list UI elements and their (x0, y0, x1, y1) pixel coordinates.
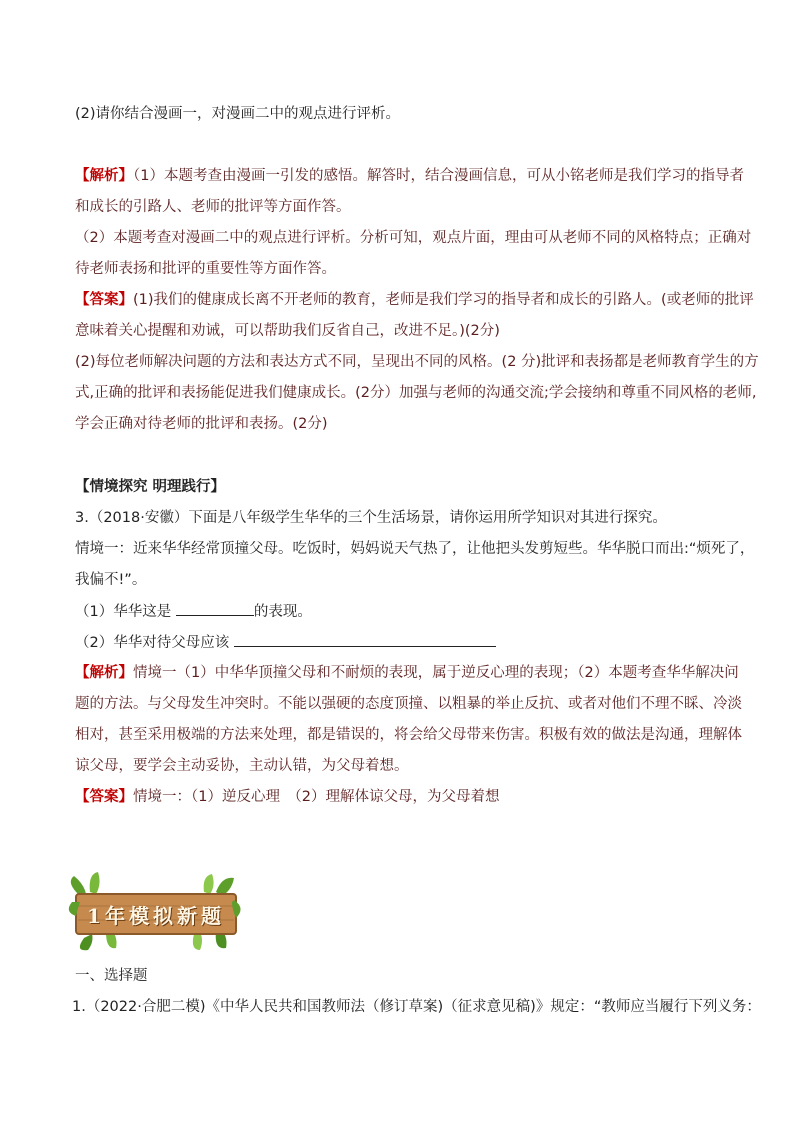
answer-1-line-3: (2)每位老师解决问题的方法和表达方式不同，呈现出不同的风格。(2 分)批评和表扬都是老师教育学生的方 (75, 354, 759, 370)
answer-1-line-5: 学会正确对待老师的批评和表扬。(2分) (75, 416, 328, 432)
question-3-intro: 3.（2018·安徽）下面是八年级学生华华的三个生活场景，请你运用所学知识对其进行探究。 (75, 510, 667, 526)
sub-question-1: （1）华华这是 的表现。 (75, 601, 312, 622)
answer-1-line-4: 式,正确的批评和表扬能促进我们健康成长。(2分）加强与老师的沟通交流;学会接纳和尊重不同风格的老师, (75, 385, 757, 401)
choice-question-1: 1.（2022·合肥二模)《中华人民共和国教师法（修订草案)（征求意见稿)》规定：“教师应当履行下列义务： (72, 999, 761, 1015)
analysis-1-line-2: 和成长的引路人、老师的批评等方面作答。 (75, 199, 351, 215)
analysis-tag: 【解析】 (75, 665, 133, 681)
answer-1-line-2: 意味着关心提醒和劝诫，可以帮助我们反省自己，改进不足。)(2分) (75, 323, 500, 339)
section-heading: 【情境探究 明理践行】 (75, 479, 226, 495)
answer-2-line: 【答案】情境一：（1）逆反心理 （2）理解体谅父母，为父母着想 (75, 789, 500, 805)
banner-label: 1年模拟新题 (87, 904, 225, 928)
section-banner (66, 872, 244, 952)
analysis-2-line-4: 谅父母，要学会主动妥协，主动认错，为父母着想。 (75, 758, 409, 774)
analysis-tag: 【解析】 (75, 168, 133, 184)
answer-tag: 【答案】 (75, 292, 133, 308)
sub-question-2: （2）华华对待父母应该 (75, 632, 496, 653)
analysis-1-line-1: 【解析】（1）本题考查由漫画一引发的感悟。解答时，结合漫画信息，可从小铭老师是我们学习的指导者 (75, 168, 744, 184)
analysis-2-line-3: 相对，甚至采用极端的方法来处理，都是错误的，将会给父母带来伤害。积极有效的做法是沟通，理解体 (75, 727, 742, 743)
analysis-1-line-3: （2）本题考查对漫画二中的观点进行评析。分析可知，观点片面，理由可从老师不同的风格特点；正确对 (75, 230, 752, 246)
analysis-1-line-4: 待老师表扬和批评的重要性等方面作答。 (75, 261, 336, 277)
question-2-prompt: (2)请你结合漫画一，对漫画二中的观点进行评析。 (75, 106, 401, 122)
scene-1-line-1: 情境一：近来华华经常顶撞父母。吃饭时，妈妈说天气热了，让他把头发剪短些。华华脱口而出:“烦死了， (75, 541, 755, 557)
analysis-2-line-2: 题的方法。与父母发生冲突时。不能以强硬的态度顶撞、以粗暴的举止反抗、或者对他们不理不睬、冷淡 (75, 696, 742, 712)
analysis-2-line-1: 【解析】情境一（1）中华华顶撞父母和不耐烦的表现，属于逆反心理的表现；（2）本题考查华华解决问 (75, 665, 739, 681)
scene-1-line-2: 我偏不!”。 (75, 572, 147, 588)
answer-1-line-1: 【答案】(1)我们的健康成长离不开老师的教育，老师是我们学习的指导者和成长的引路人。(或老师的批评 (75, 292, 754, 308)
answer-blank-1[interactable] (176, 601, 254, 616)
answer-blank-2[interactable] (234, 632, 496, 647)
answer-tag: 【答案】 (75, 789, 133, 805)
choice-section-heading: 一、选择题 (75, 968, 148, 984)
